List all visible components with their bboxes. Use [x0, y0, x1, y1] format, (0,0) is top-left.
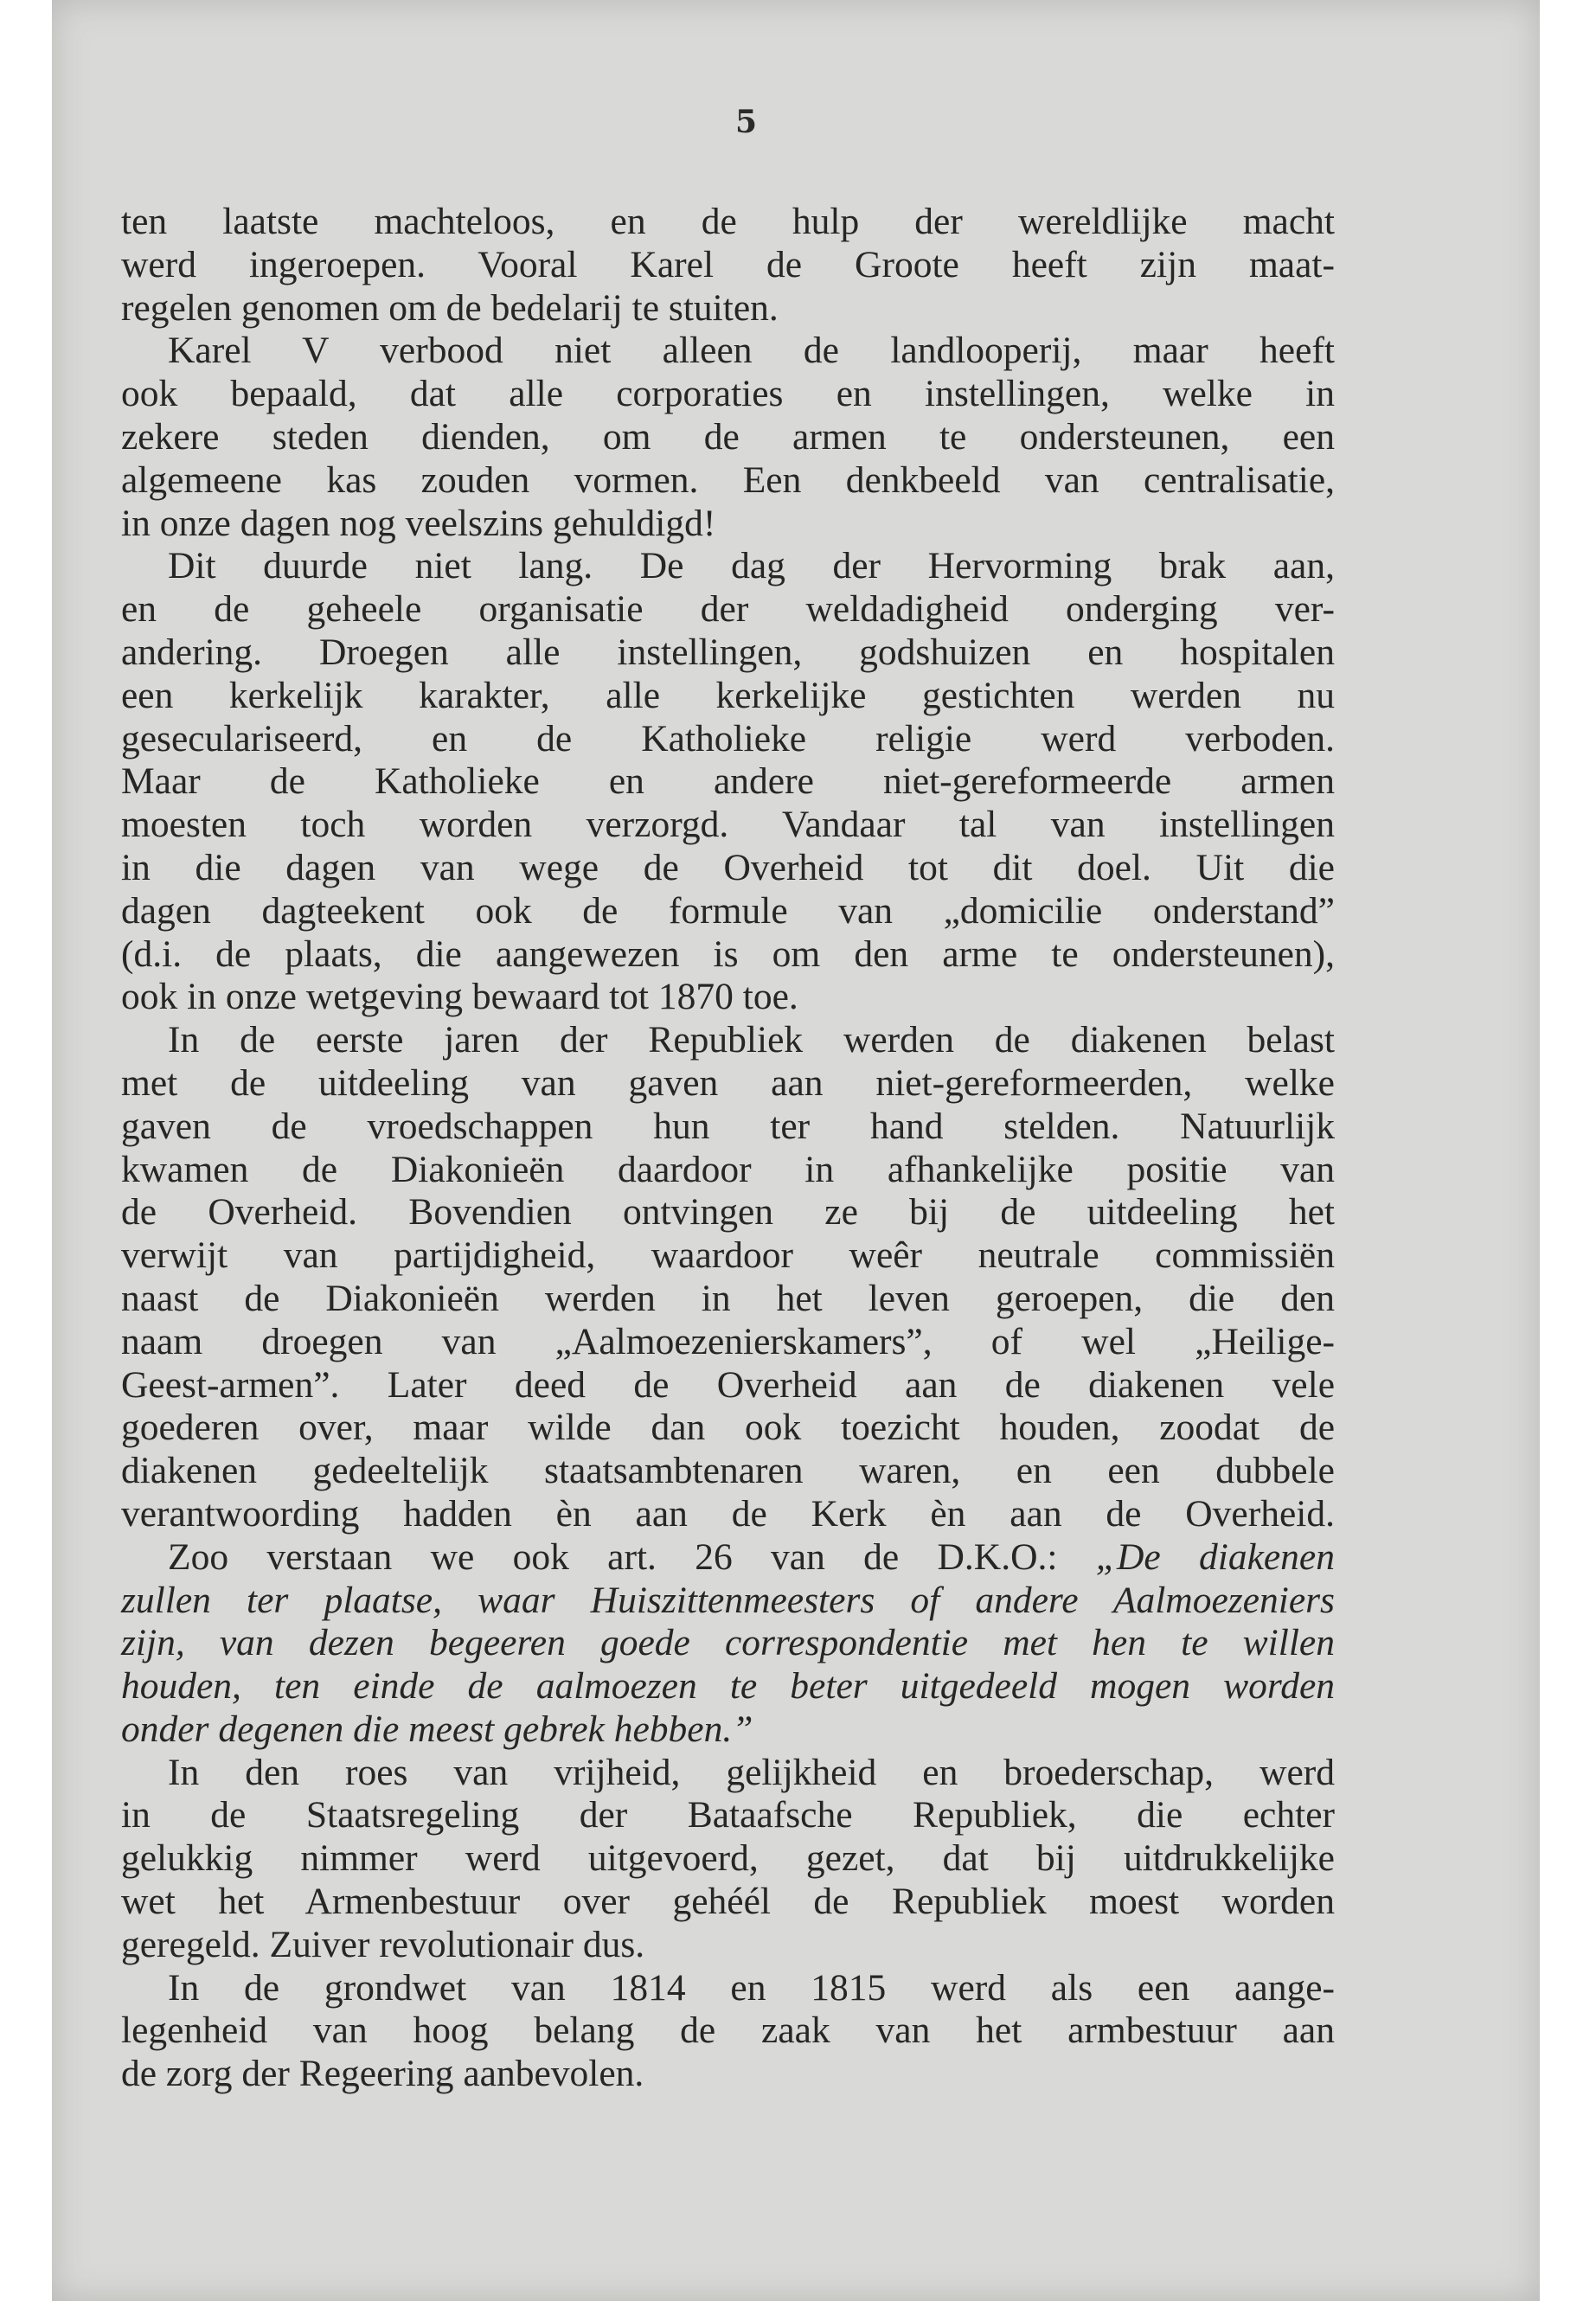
text-line: moesten toch worden verzorgd. Vandaar tal van instellingen	[121, 804, 1335, 846]
text-line: ook in onze wetgeving bewaard tot 1870 toe.	[121, 976, 798, 1018]
text-line: Zoo verstaan we ook art. 26 van de D.K.O.: „De diakenen	[168, 1535, 1335, 1578]
text-line: algemeene kas zouden vormen. Een denkbeeld van centralisatie,	[121, 458, 1335, 501]
text-line: zijn, van dezen begeeren goede correspondentie met hen te willen	[121, 1622, 1335, 1664]
text-line: goederen over, maar wilde dan ook toezicht houden, zoodat de	[121, 1407, 1335, 1449]
text-line: In den roes van vrijheid, gelijkheid en broederschap, werd	[168, 1751, 1335, 1793]
text-line: Karel V verbood niet alleen de landlooperij, maar heeft	[168, 330, 1335, 372]
text-line: naam droegen van „Aalmoezenierskamers”, of wel „Heilige-	[121, 1320, 1335, 1362]
text-line: gaven de vroedschappen hun ter hand stelden. Natuurlijk	[121, 1105, 1335, 1147]
text-line: een kerkelijk karakter, alle kerkelijke gestichten werden nu	[121, 674, 1335, 716]
text-line: Geest-armen”. Later deed de Overheid aan de diakenen vele	[121, 1363, 1335, 1406]
body-text	[121, 201, 1335, 2096]
text-line: wet het Armenbestuur over gehéél de Republiek moest worden	[121, 1881, 1335, 1923]
page-number: 5	[735, 104, 758, 140]
text-line: ook bepaald, dat alle corporaties en instellingen, welke in	[121, 373, 1335, 415]
text-line: diakenen gedeeltelijk staatsambtenaren waren, en een dubbele	[121, 1450, 1335, 1492]
text-line: ten laatste machteloos, en de hulp der wereldlijke macht	[121, 201, 1335, 242]
text-line: verantwoording hadden èn aan de Kerk èn aan de Overheid.	[121, 1492, 1335, 1535]
text-line: werd ingeroepen. Vooral Karel de Groote heeft zijn maat-	[121, 243, 1335, 285]
text-line: met de uitdeeling van gaven aan niet-gereformeerden, welke	[121, 1061, 1335, 1104]
text-line: (d.i. de plaats, die aangewezen is om den arme te ondersteunen),	[121, 933, 1335, 975]
text-line: naast de Diakonieën werden in het leven geroepen, die den	[121, 1277, 1335, 1319]
book-page	[52, 0, 1540, 2301]
text-line: de zorg der Regeering aanbevolen.	[121, 2053, 644, 2095]
text-line: in de Staatsregeling der Bataafsche Republiek, die echter	[121, 1794, 1335, 1836]
text-line: andering. Droegen alle instellingen, godshuizen en hospitalen	[121, 631, 1335, 673]
text-line: onder degenen die meest gebrek hebben.”	[121, 1708, 753, 1750]
text-line: In de grondwet van 1814 en 1815 werd als een aange-	[168, 1966, 1335, 2009]
text-line: in onze dagen nog veelszins gehuldigd!	[121, 502, 716, 544]
text-line: In de eerste jaren der Republiek werden de diakenen belast	[168, 1019, 1335, 1061]
text-line: Dit duurde niet lang. De dag der Hervorming brak aan,	[168, 545, 1335, 587]
text-line: geregeld. Zuiver revolutionair dus.	[121, 1923, 645, 1965]
text-line: dagen dagteekent ook de formule van „domicilie onderstand”	[121, 889, 1335, 932]
text-line: geseculariseerd, en de Katholieke religie werd verboden.	[121, 717, 1335, 760]
text-line: legenheid van hoog belang de zaak van het armbestuur aan	[121, 2009, 1335, 2052]
text-line: houden, ten einde de aalmoezen te beter uitgedeeld mogen worden	[121, 1665, 1335, 1708]
text-line: zullen ter plaatse, waar Huiszittenmeesters of andere Aalmoezeniers	[121, 1579, 1335, 1621]
text-line: verwijt van partijdigheid, waardoor weêr neutrale commissiën	[121, 1234, 1335, 1277]
text-line: zekere steden dienden, om de armen te ondersteunen, een	[121, 415, 1335, 458]
text-line: regelen genomen om de bedelarij te stuiten.	[121, 286, 779, 329]
text-line: gelukkig nimmer werd uitgevoerd, gezet, dat bij uitdrukkelijke	[121, 1837, 1335, 1880]
text-line: Maar de Katholieke en andere niet-gereformeerde armen	[121, 760, 1335, 803]
text-line: in die dagen van wege de Overheid tot dit doel. Uit die	[121, 846, 1335, 888]
text-line: de Overheid. Bovendien ontvingen ze bij de uitdeeling het	[121, 1191, 1335, 1234]
text-line: en de geheele organisatie der weldadigheid onderging ver-	[121, 588, 1335, 631]
text-line: kwamen de Diakonieën daardoor in afhankelijke positie van	[121, 1148, 1335, 1190]
